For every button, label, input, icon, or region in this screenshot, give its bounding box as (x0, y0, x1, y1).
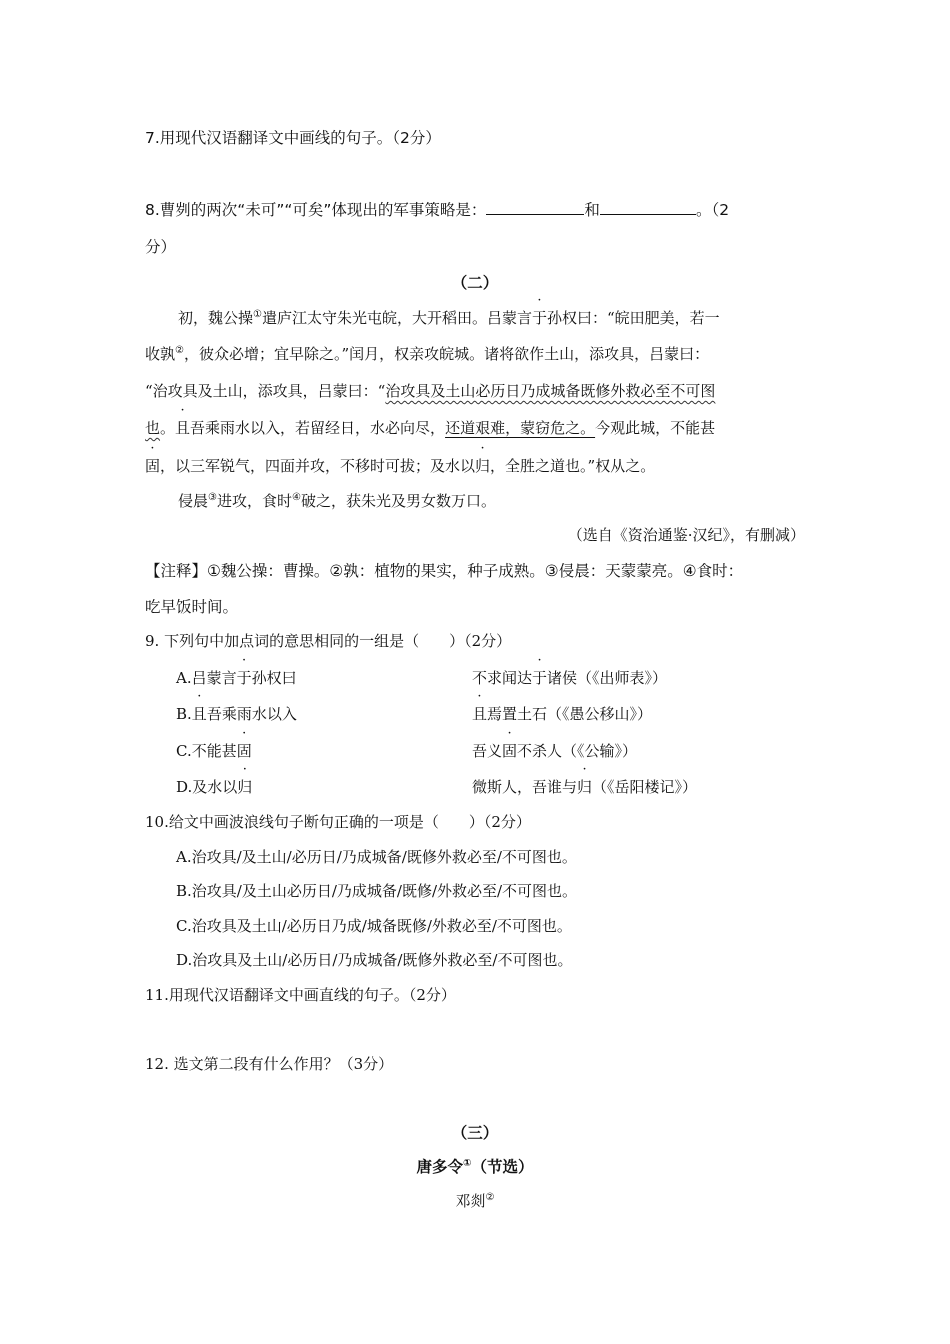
note-marker-4: ④ (292, 492, 301, 503)
question-7: 7.用现代汉语翻译文中画线的句子。（2分） (145, 129, 441, 147)
dotted-word-gui: 归 (475, 457, 491, 475)
poem-title: 唐多令①（节选） (416, 1158, 534, 1176)
question-8-and: 和 (584, 201, 600, 219)
question-10-option-c: C.治攻具及土山/必历日乃成/城备既修/外救必至/不可图也。 (176, 917, 572, 935)
passage-paragraph-2: 侵晨③进攻，食时④破之，获朱光及男女数万口。 (178, 492, 496, 510)
question-9-option-a-left: A.吕蒙言于孙权曰 (176, 669, 297, 687)
dotted-word-yu: 于 (532, 309, 548, 327)
question-12: 12. 选文第二段有什么作用？（3分） (145, 1055, 394, 1073)
question-8-prefix: 8.曹刿的两次“未可”“可矣”体现出的军事策略是： (145, 201, 487, 219)
question-8-suffix: 。（2 (695, 201, 730, 219)
note-marker-3: ③ (208, 492, 217, 503)
question-10-option-a: A.治攻具/及土山/必历日/乃成城备/既修外救必至/不可图也。 (176, 848, 577, 866)
title-note-marker: ① (463, 1158, 472, 1169)
question-9-stem: 9. 下列句中加点词的意思相同的一组是（ ）（2分） (145, 632, 512, 650)
wavy-underlined-sentence: 治攻具及土山必历日乃成城备既修外救必至不可图 (385, 382, 716, 400)
note-marker-1: ① (253, 309, 262, 320)
notes-line-1: 【注释】①魏公操：曹操。②孰：植物的果实，种子成熟。③侵晨：天蒙蒙亮。④食时： (145, 562, 744, 580)
section-3-heading: （三） (451, 1124, 499, 1142)
question-10-option-b: B.治攻具/及土山必历日/乃成城备/既修/外救必至/不可图也。 (176, 882, 578, 900)
question-11: 11.用现代汉语翻译文中画直线的句子。（2分） (145, 986, 456, 1004)
passage-line-1: 初，魏公操①遣庐江太守朱光屯皖，大开稻田。吕蒙言于孙权曰：“皖田肥美，若一 (178, 309, 720, 327)
question-9-option-a-right: 不求闻达于诸侯（《出师表》） (472, 669, 668, 687)
question-9-option-d-right: 微斯人，吾谁与归（《岳阳楼记》） (472, 778, 698, 796)
passage-line-4: 也。且吾乘雨水以入，若留经日，水必向尽，还道艰难，蒙窃危之。今观此城，不能甚 (145, 419, 716, 437)
question-8-continuation: 分） (145, 238, 177, 256)
poem-author: 邓剡② (455, 1192, 495, 1210)
passage-line-3: “治攻具及土山，添攻具，吕蒙曰：“治攻具及土山必历日乃成城备既修外救必至不可图 (145, 382, 716, 400)
note-marker-2: ② (175, 345, 184, 356)
question-10-option-d: D.治攻具及土山/必历日/乃成城备/既修外救必至/不可图也。 (176, 951, 573, 969)
notes-line-2: 吃早饭时间。 (145, 598, 239, 616)
question-9-option-b-right: 且焉置土石（《愚公移山》） (472, 705, 653, 723)
dotted-word-qie: 且 (175, 419, 191, 437)
question-9-option-b-left: B.且吾乘雨水以入 (176, 705, 297, 723)
question-9-option-c-right: 吾义固不杀人（《公输》） (472, 742, 638, 760)
dotted-word-gu: 固 (145, 457, 161, 475)
question-10-stem: 10.给文中画波浪线句子断句正确的一项是（ ）（2分） (145, 813, 531, 831)
author-note-marker: ② (485, 1192, 495, 1203)
passage-line-5: 固，以三军锐气，四面并攻，不移时可拔；及水以归，全胜之道也。”权从之。 (145, 457, 656, 475)
question-8 (145, 198, 729, 221)
question-9-option-d-left: D.及水以归 (176, 778, 253, 796)
question-9-option-c-left: C.不能甚固 (176, 742, 252, 760)
answer-blank-2[interactable] (600, 198, 696, 215)
underlined-sentence: 还道艰难，蒙窃危之。 (445, 419, 596, 437)
section-2-heading: （二） (451, 274, 499, 292)
passage-source: （选自《资治通鉴·汉纪》，有删减） (567, 526, 805, 544)
passage-line-2: 收孰②，彼众必增；宜早除之。”闰月，权亲攻皖城。诸将欲作土山，添攻具，吕蒙曰： (145, 345, 710, 363)
answer-blank-1[interactable] (486, 198, 584, 215)
